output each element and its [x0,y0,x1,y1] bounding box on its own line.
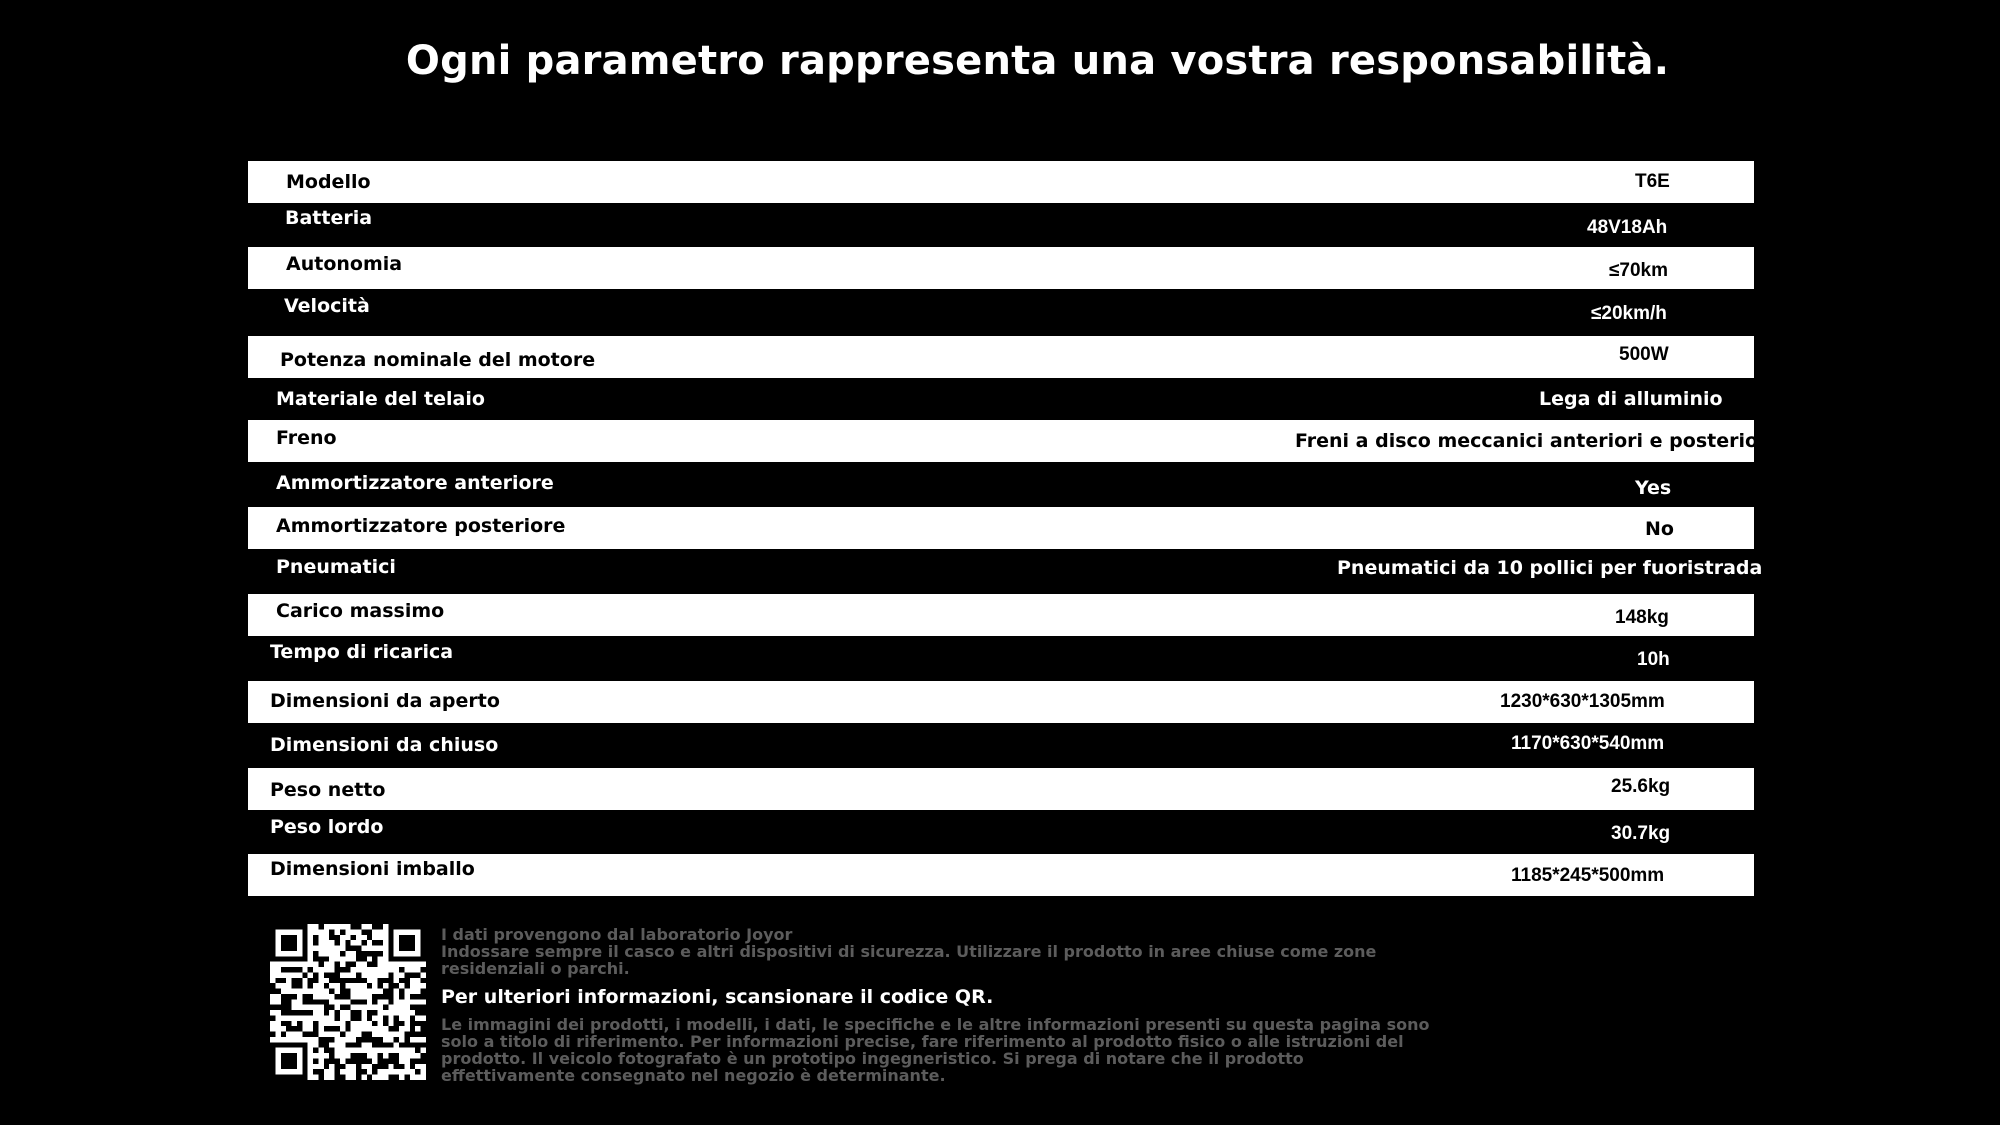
spec-row-autonomia [248,247,1754,289]
spec-value: ≤70km [1609,259,1669,281]
spec-value: ≤20km/h [1591,303,1667,325]
spec-row-ammortizzatore-posteriore [248,507,1754,549]
spec-row-ammortizzatore-anteriore [248,464,1754,506]
spec-value: 500W [1619,344,1669,366]
spec-value: 30.7kg [1611,822,1671,844]
spec-value: 10h [1637,648,1670,670]
spec-row-peso-lordo [248,810,1754,852]
spec-row-modello [248,161,1754,203]
spec-value: 25.6kg [1611,776,1671,798]
spec-value: 1230*630*1305mm [1500,691,1665,712]
spec-label: Peso lordo [270,815,384,838]
spec-value: T6E [1635,171,1670,192]
spec-label: Ammortizzatore posteriore [276,515,566,538]
spec-label: Modello [286,171,371,193]
spec-value: No [1645,517,1674,540]
spec-label: Pneumatici [276,555,396,578]
spec-label: Autonomia [286,252,403,275]
spec-value: 148kg [1615,606,1669,628]
spec-row-telaio [248,378,1754,420]
spec-label: Dimensioni da aperto [270,690,500,713]
qr-prompt: Per ulteriori informazioni, scansionare il codice QR. [441,986,994,1008]
spec-label: Dimensioni da chiuso [270,734,499,756]
spec-row-ricarica [248,636,1754,678]
spec-value: 1185*245*500mm [1511,864,1665,886]
spec-label: Materiale del telaio [276,388,485,410]
spec-row-dimensioni-aperto [248,681,1754,723]
spec-label: Potenza nominale del motore [280,349,596,372]
spec-row-peso-netto [248,768,1754,810]
spec-value: 1170*630*540mm [1511,733,1665,755]
footer-notes [441,926,1441,1084]
spec-row-carico [248,594,1754,636]
page-title: Ogni parametro rappresenta una vostra responsabilità. [405,38,1670,84]
spec-value: Yes [1635,477,1672,500]
footer [270,922,1670,1087]
disclaimer: Le immagini dei prodotti, i modelli, i dati, le specifiche e le altre informazioni presenti su questa pagina sono solo a titolo di riferimento. Per informazioni precise, fare riferimento al prodotto fisico o alle istruzioni del prodotto. Il veicolo fotografato è un prototipo ingegneristico. Si prega di notare che il prodotto effettivamente consegnato nel negozio è determinante. [441,1015,1430,1085]
spec-label: Batteria [285,207,373,230]
spec-row-pneumatici [248,549,1763,591]
spec-label: Peso netto [270,778,386,801]
spec-value: Lega di alluminio [1539,388,1723,410]
lab-note: I dati provengono dal laboratorio Joyor [441,925,793,944]
spec-value: Freni a disco meccanici anteriori e posteriori [1295,430,1774,452]
spec-label: Carico massimo [276,599,445,622]
spec-row-freno [248,420,1774,462]
spec-label: Tempo di ricarica [270,640,454,663]
qr-code-icon[interactable] [270,924,426,1080]
spec-row-batteria [248,203,1754,245]
spec-value: Pneumatici da 10 pollici per fuoristrada [1337,557,1763,580]
spec-row-potenza [248,336,1754,378]
spec-row-dimensioni-chiuso [248,724,1754,766]
spec-label: Velocità [284,294,370,317]
spec-value: 48V18Ah [1587,217,1668,239]
spec-row-velocita [248,289,1754,331]
safety-note: Indossare sempre il casco e altri dispositivi di sicurezza. Utilizzare il prodotto in aree chiuse come zone residenziali o parchi. [441,942,1377,978]
spec-label: Ammortizzatore anteriore [276,472,554,495]
spec-row-dimensioni-imballo [248,854,1754,896]
spec-label: Freno [276,427,337,450]
spec-label: Dimensioni imballo [270,858,475,881]
